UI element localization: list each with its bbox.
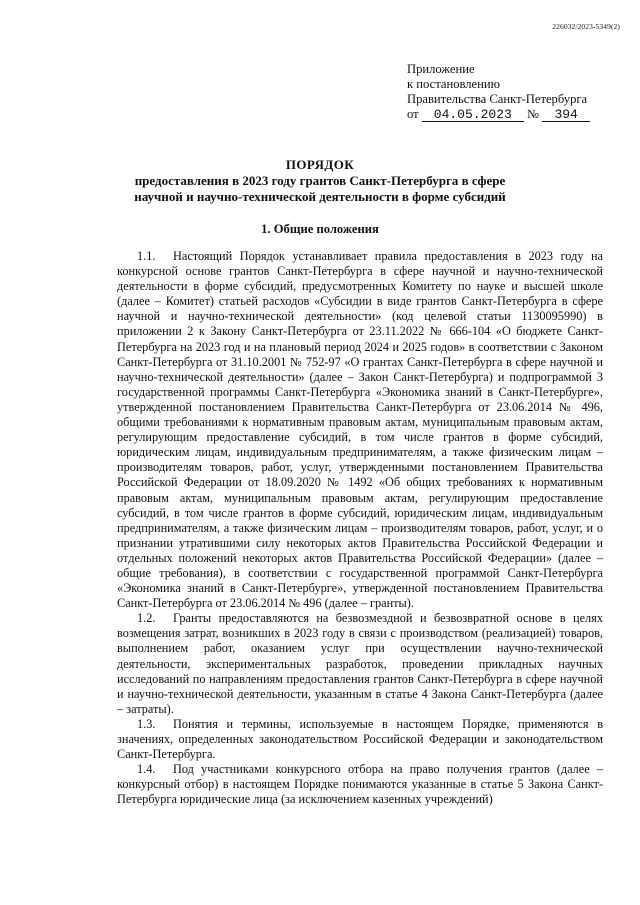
document-body <box>117 249 603 807</box>
paragraph-text: Гранты предоставляются на безвозмездной и безвозвратной основе в целях возмещения затрат, возникших в 2023 году в связи с производством (реализацией) товаров, выполнением работ, оказанием услуг при осуществлении научно-технической деятельности, экспериментальных разработок, проведении прикладных научных исследований по направлениям предоставления грантов Санкт-Петербурга в сфере научной и научно-технической деятельности, указанным в статье 4 Закона Санкт-Петербурга (далее – затраты). <box>117 611 603 716</box>
resolution-number: 394 <box>542 108 590 122</box>
title-line-3: научной и научно-технической деятельности в форме субсидий <box>134 189 506 204</box>
section-heading: 1. Общие положения <box>261 222 379 236</box>
appendix-line-3: Правительства Санкт-Петербурга <box>407 92 588 106</box>
paragraph-text: Понятия и термины, используемые в настоящем Порядке, применяются в значениях, определенных законодательством Российской Федерации и законодательством Санкт-Петербурга. <box>117 716 603 762</box>
appendix-line-2: к постановлению <box>407 77 501 91</box>
appendix-block <box>407 62 590 122</box>
paragraph-text: Настоящий Порядок устанавливает правила предоставления в 2023 году на конкурсной основе грантов Санкт-Петербурга в сфере научной и научно-технической деятельности в форме субсидий, предусмотренных Комитету по науке и высшей школе (далее – Комитет) статьей расходов «Субсидии в виде грантов Санкт-Петербурга в сфере научной и научно-технической деятельности» (код целевой статьи 1130095990) в приложении 2 к Закону Санкт-Петербурга от 23.11.2022 № 666-104 «О бюджете Санкт-Петербурга на 2023 год и на плановый период 2024 и 2025 годов» в соответствии с Законом Санкт-Петербурга от 31.10.2001 № 752-97 «О грантах Санкт-Петербурга в сфере научной и научно-технической деятельности» (далее – Закон Санкт-Петербурга) и подпрограммой 3 государственной программы Санкт-Петербурга «Экономика знаний в Санкт-Петербурге», утвержденной постановлением Правительства Санкт-Петербурга от 23.06.2014 № 496, общими требованиями к нормативным правовым актам, муниципальным правовым актам, регулирующим предоставление субсидий, в том числе грантов в форме субсидий, юридическим лицам, индивидуальным предпринимателям, а также физическим лицам – производителям товаров, работ, услуг, утвержденными постановлением Правительства Российской Федерации от 18.09.2020 № 1492 «Об общих требованиях к нормативным правовым актам, муниципальным правовым актам, регулирующим предоставление субсидий, в том числе грантов в форме субсидий, юридическим лицам, индивидуальным предпринимателям, а также физическим лицам – производителям товаров, работ, услуг, и о признании утратившими силу некоторых актов Правительства Российской Федерации и отдельных положений некоторых актов Правительства Российской Федерации» (далее – общие требования), в соответствии с государственной программой Санкт-Петербурга «Экономика знаний в Санкт-Петербурге», утвержденной постановлением Правительства Санкт-Петербурга от 23.06.2014 № 496 (далее – гранты). <box>117 249 603 611</box>
appendix-date-row <box>407 107 590 122</box>
paragraph-1-3 <box>117 717 603 762</box>
document-title <box>0 157 640 205</box>
paragraph-1-4 <box>117 762 603 807</box>
appendix-line-1: Приложение <box>407 62 475 76</box>
paragraph-number: 1.1. <box>137 249 156 263</box>
paragraph-number: 1.2. <box>137 611 156 626</box>
number-label: № <box>526 107 539 121</box>
document-id: 226032/2023-5349(2) <box>552 22 620 31</box>
paragraph-number: 1.3. <box>137 716 156 731</box>
paragraph-1-2 <box>117 611 603 717</box>
paragraph-text: Под участниками конкурсного отбора на право получения грантов (далее – конкурсный отбор) в настоящем Порядке понимаются указанные в статье 5 Закона Санкт-Петербурга юридические лица (за исключением казенных учреждений) <box>117 762 603 807</box>
from-label: от <box>407 107 419 121</box>
resolution-date: 04.05.2023 <box>422 108 524 122</box>
title-line-1: ПОРЯДОК <box>285 157 355 172</box>
paragraph-number: 1.4. <box>137 762 156 777</box>
title-line-2: предоставления в 2023 году грантов Санкт-Петербурга в сфере <box>134 173 506 188</box>
paragraph-1-1 <box>117 249 603 611</box>
